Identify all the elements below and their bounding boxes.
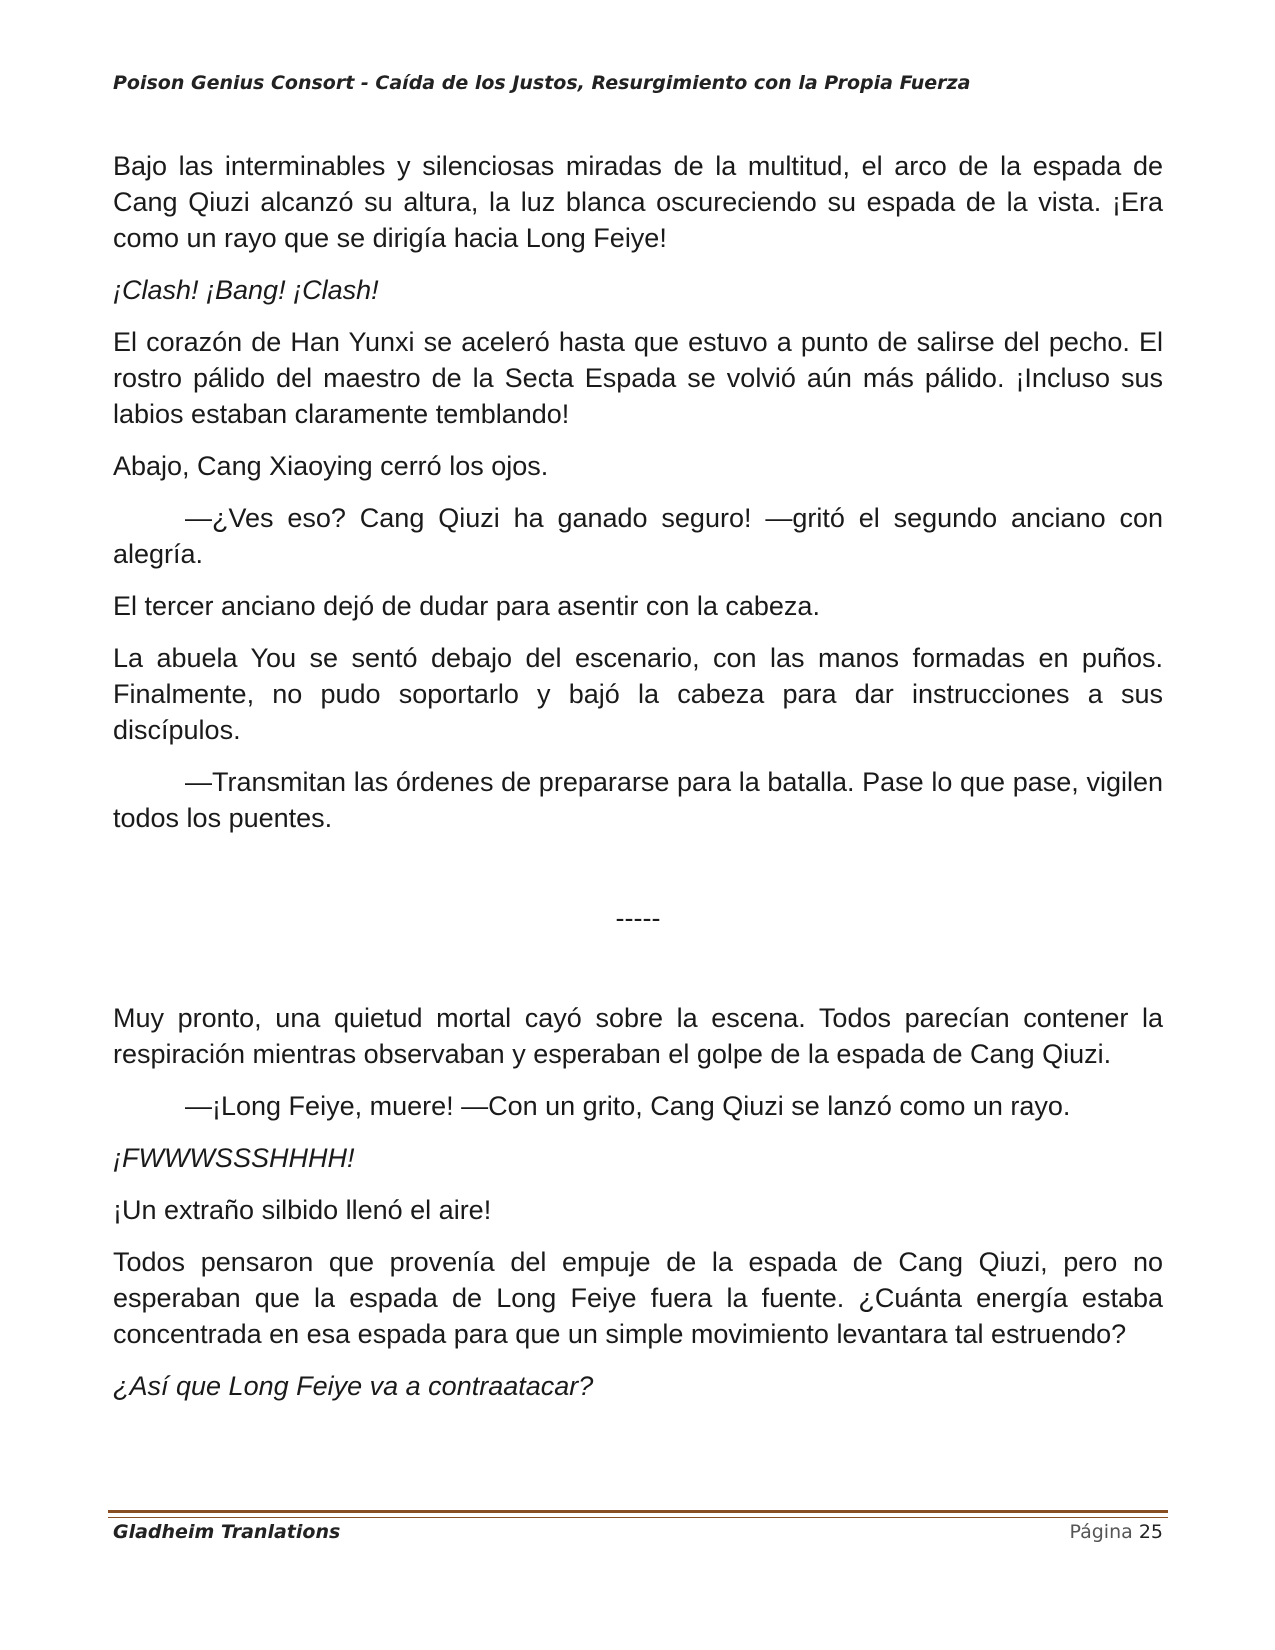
paragraph-dialogue: —¡Long Feiye, muere! —Con un grito, Cang Qiuzi se lanzó como un rayo. <box>185 1091 1071 1121</box>
page-label: Página <box>1069 1521 1133 1543</box>
page-number-value: 25 <box>1138 1521 1163 1543</box>
paragraph: La abuela You se sentó debajo del escenario, con las manos formadas en puños. Finalmente, no pudo soportarlo y bajó la cabeza para dar instrucciones a sus discípulos. <box>113 643 1163 745</box>
footer-credit: Gladheim Tranlations <box>113 1521 341 1543</box>
page-number <box>1069 1521 1163 1543</box>
paragraph: Abajo, Cang Xiaoying cerró los ojos. <box>113 451 549 481</box>
paragraph: Bajo las interminables y silenciosas miradas de la multitud, el arco de la espada de Cang Qiuzi alcanzó su altura, la luz blanca oscureciendo su espada de la vista. ¡Era como un rayo que se dirigía hacia Long Feiye! <box>113 151 1163 253</box>
page-header-title: Poison Genius Consort - Caída de los Justos, Resurgimiento con la Propia Fuerza <box>113 72 971 94</box>
scene-separator: ----- <box>615 903 661 933</box>
paragraph: El tercer anciano dejó de dudar para asentir con la cabeza. <box>113 591 820 621</box>
paragraph-sound-effect: ¡Clash! ¡Bang! ¡Clash! <box>113 275 379 305</box>
paragraph: Muy pronto, una quietud mortal cayó sobre la escena. Todos parecían contener la respiración mientras observaban y esperaban el golpe de la espada de Cang Qiuzi. <box>113 1003 1163 1069</box>
paragraph-dialogue: —Transmitan las órdenes de prepararse para la batalla. Pase lo que pase, vigilen todos los puentes. <box>113 767 1163 833</box>
document-body <box>113 148 1163 1420</box>
paragraph: El corazón de Han Yunxi se aceleró hasta que estuvo a punto de salirse del pecho. El rostro pálido del maestro de la Secta Espada se volvió aún más pálido. ¡Incluso sus labios estaban claramente temblando! <box>113 327 1163 429</box>
paragraph-dialogue: —¿Ves eso? Cang Qiuzi ha ganado seguro! —gritó el segundo anciano con alegría. <box>113 503 1163 569</box>
paragraph-sound-effect: ¡FWWWSSSHHHH! <box>113 1143 355 1173</box>
paragraph: ¡Un extraño silbido llenó el aire! <box>113 1195 492 1225</box>
paragraph-thought: ¿Así que Long Feiye va a contraatacar? <box>113 1371 594 1401</box>
paragraph: Todos pensaron que provenía del empuje de la espada de Cang Qiuzi, pero no esperaban que la espada de Long Feiye fuera la fuente. ¿Cuánta energía estaba concentrada en esa espada para que un simple movimiento levantara tal estruendo? <box>113 1247 1163 1349</box>
footer-divider <box>108 1510 1168 1518</box>
